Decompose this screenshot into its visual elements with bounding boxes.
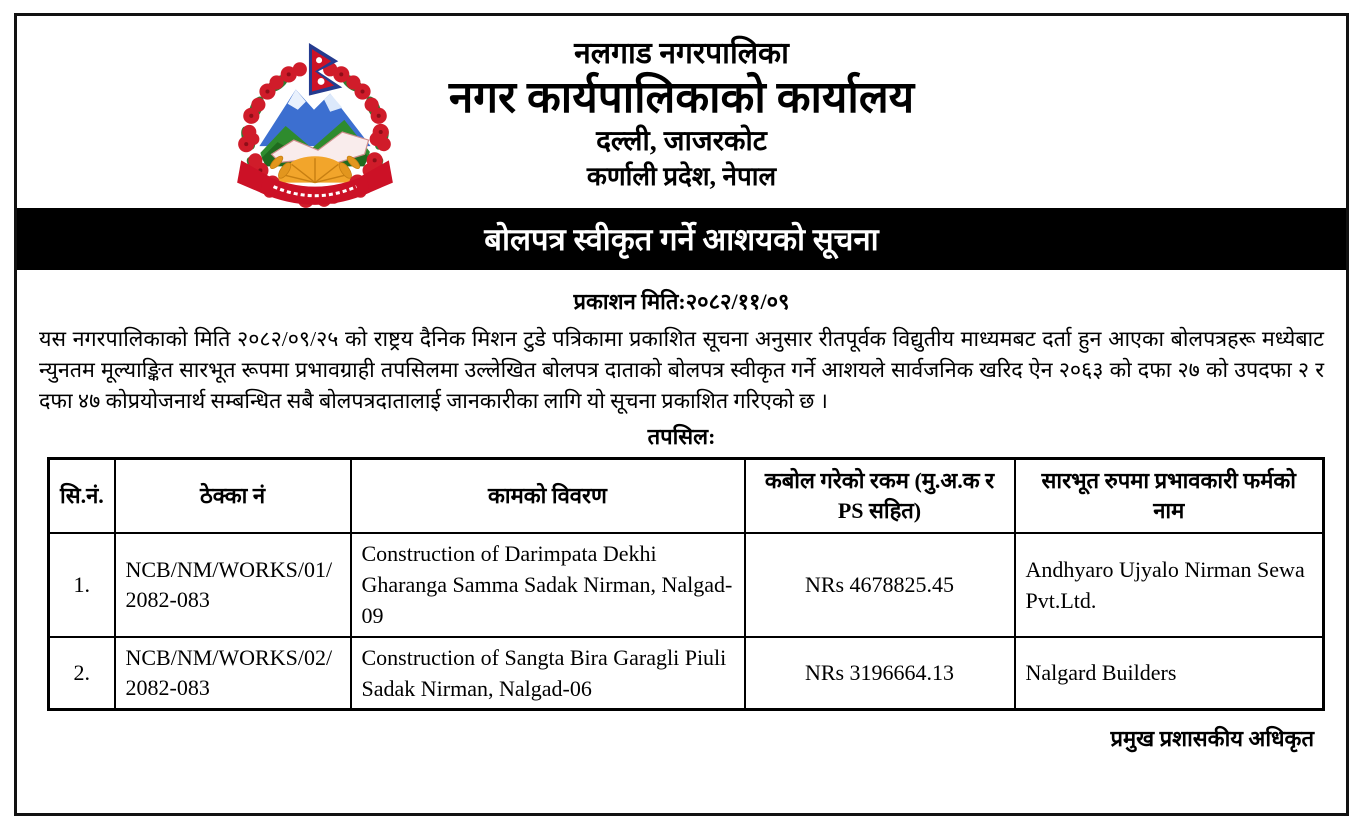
col-header-sn: सि.नं. bbox=[49, 459, 115, 533]
col-header-amount: कबोल गरेको रकम (मु.अ.क र PS सहित) bbox=[745, 459, 1015, 533]
nepal-emblem-icon bbox=[229, 41, 401, 221]
cell-sn: 2. bbox=[49, 637, 115, 710]
cell-work-description: Construction of Darimpata Dekhi Gharanga Samma Sadak Nirman, Nalgad-09 bbox=[351, 533, 745, 637]
cell-firm: Andhyaro Ujyalo Nirman Sewa Pvt.Ltd. bbox=[1015, 533, 1324, 637]
municipality-logo bbox=[229, 41, 401, 221]
cell-sn: 1. bbox=[49, 533, 115, 637]
notice-body: यस नगरपालिकाको मिति २०८२/०९/२५ को राष्ट्रय दैनिक मिशन टुडे पत्रिकामा प्रकाशित सूचना अनुसार रीतपूर्वक विद्युतीय माध्यमबट दर्ता हुन आएका बोलपत्रहरू मध्येबाट न्युनतम मूल्याङ्कित सारभूत रूपमा प्रभावग्राही तपसिलमा उल्लेखित बोलपत्र दाताको बोलपत्र स्वीकृत गर्ने आशयले सार्वजनिक खरिद ऐन २०६३ को दफा २७ को उपदफा २ र दफा ४७ कोप्रयोजनार्थ सम्बन्धित सबै बोलपत्रदातालाई जानकारीका लागि यो सूचना प्रकाशित गरिएको छ । bbox=[39, 327, 1325, 413]
municipality-name: नलगाड नगरपालिका bbox=[574, 37, 789, 70]
cell-amount: NRs 4678825.45 bbox=[745, 533, 1015, 637]
notice-title: बोलपत्र स्वीकृत गर्ने आशयको सूचना bbox=[484, 222, 879, 257]
publication-date: प्रकाशन मिति:२०८२/११/०९ bbox=[573, 289, 790, 314]
notice-title-banner bbox=[17, 208, 1346, 270]
signatory-title: प्रमुख प्रशासकीय अधिकृत bbox=[1110, 725, 1314, 751]
letterhead bbox=[17, 16, 1346, 194]
cell-contract-no: NCB/NM/WORKS/01/2082-083 bbox=[115, 533, 351, 637]
details-label: तपसिल: bbox=[647, 424, 716, 449]
cell-contract-no: NCB/NM/WORKS/02/2082-083 bbox=[115, 637, 351, 710]
cell-work-description: Construction of Sangta Bira Garagli Piuli Sadak Nirman, Nalgad-06 bbox=[351, 637, 745, 710]
office-address: दल्ली, जाजरकोट bbox=[596, 126, 767, 157]
cell-firm: Nalgard Builders bbox=[1015, 637, 1324, 710]
col-header-firm: सारभूत रुपमा प्रभावकारी फर्मको नाम bbox=[1015, 459, 1324, 533]
col-header-contract-no: ठेक्का नं bbox=[115, 459, 351, 533]
table-header-row bbox=[49, 459, 1324, 533]
cell-amount: NRs 3196664.13 bbox=[745, 637, 1015, 710]
table-row bbox=[49, 533, 1324, 637]
office-name: नगर कार्यपालिकाको कार्यालय bbox=[448, 73, 915, 122]
table-row bbox=[49, 637, 1324, 710]
bid-table bbox=[47, 457, 1325, 711]
province-line: कर्णाली प्रदेश, नेपाल bbox=[586, 162, 777, 191]
notice-document bbox=[14, 13, 1349, 816]
col-header-work-description: कामको विवरण bbox=[351, 459, 745, 533]
